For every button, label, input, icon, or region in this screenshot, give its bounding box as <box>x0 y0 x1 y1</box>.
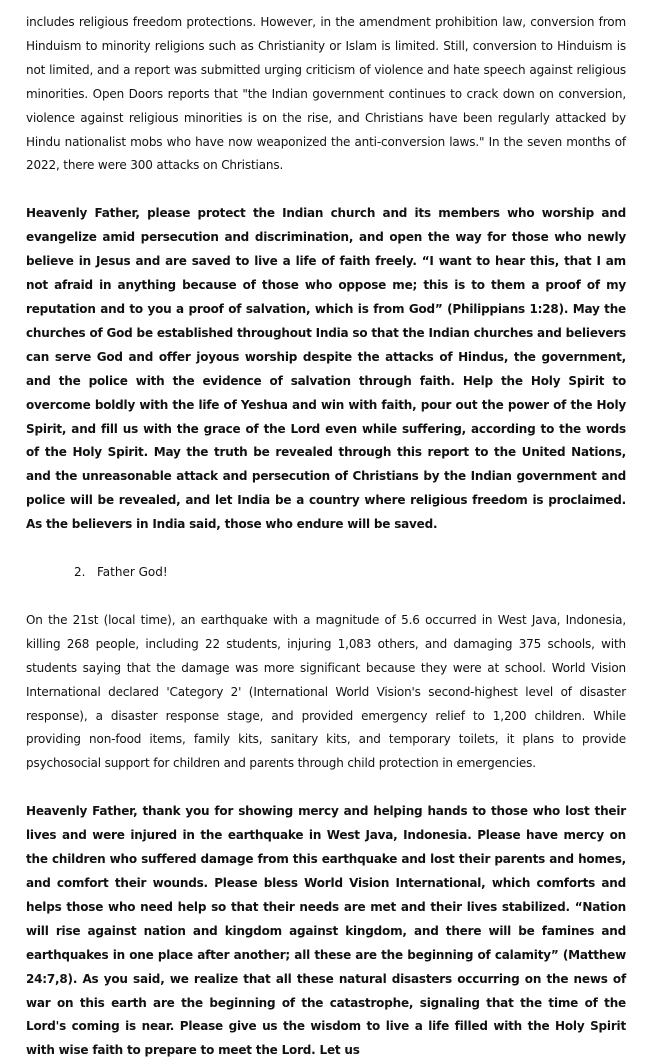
paragraph-spacer <box>26 585 626 609</box>
list-number: 2. <box>74 565 86 580</box>
list-item-text: Father God! <box>97 565 168 580</box>
numbered-list-item <box>26 561 626 585</box>
paragraph-spacer <box>26 776 626 800</box>
paragraph-spacer <box>26 178 626 202</box>
paragraph-india-report: includes religious freedom protections. However, in the amendment prohibition law, conversion from Hinduism to minority religions such as Christianity or Islam is limited. Still, conversion to Hinduism is not limited, and a report was submitted urging criticism of violence and hate speech against religious minorities. Open Doors reports that "the Indian government continues to crack down on conversion, violence against religious minorities is on the rise, and Christians have been regularly attacked by Hindu nationalist mobs who have now weaponized the anti-conversion laws." In the seven months of 2022, there were 300 attacks on Christians. <box>26 15 626 173</box>
paragraph-earthquake-report: On the 21st (local time), an earthquake with a magnitude of 5.6 occurred in West Java, Indonesia, killing 268 people, including 22 students, injuring 1,083 others, and damaging 375 schools, with students saying that the damage was more significant because they were at school. World Vision International declared 'Category 2' (International World Vision's second-highest level of disaster response), a disaster response stage, and provided emergency relief to 1,200 children. While providing non-food items, family kits, sanitary kits, and temporary toilets, it plans to provide psychosocial support for children and parents through child protection in emergencies. <box>26 612 626 771</box>
prayer-paragraph-india: Heavenly Father, please protect the Indian church and its members who worship and evangelize amid persecution and discrimination, and open the way for those who newly believe in Jesus and are saved to live a life of faith freely. “I want to hear this, that I am not afraid in anything because of those who oppose me; this is to them a proof of my reputation and to you a proof of salvation, which is from God” (Philippians 1:28). May the churches of God be established throughout India so that the Indian churches and believers can serve God and offer joyous worship despite the attacks of Hindus, the government, and the police with the evidence of salvation through faith. Help the Holy Spirit to overcome boldly with the life of Yeshua and win with faith, pour out the power of the Holy Spirit, and fill us with the grace of the Lord even while suffering, according to the words of the Holy Spirit. May the truth be revealed through this report to the United Nations, and the unreasonable attack and persecution of Christians by the Indian government and police will be revealed, and let India be a country where religious freedom is proclaimed. As the believers in India said, those who endure will be saved. <box>26 206 626 532</box>
prayer-paragraph-indonesia: Heavenly Father, thank you for showing mercy and helping hands to those who lost their lives and were injured in the earthquake in West Java, Indonesia. Please have mercy on the children who suffered damage from this earthquake and lost their parents and homes, and comfort their wounds. Please bless World Vision International, which comforts and helps those who need help so that their needs are met and their lives stabilized. “Nation will rise against nation and kingdom against kingdom, and there will be famines and earthquakes in one place after another; all these are the beginning of calamity” (Matthew 24:7,8). As you said, we realize that all these natural disasters occurring on the news of war on this earth are the beginning of the catastrophe, signaling that the time of the Lord's coming is near. Please give us the wisdom to live a life filled with the Holy Spirit with wise faith to prepare to meet the Lord. Let us <box>26 804 626 1058</box>
document-page <box>26 11 626 1063</box>
paragraph-spacer <box>26 537 626 561</box>
